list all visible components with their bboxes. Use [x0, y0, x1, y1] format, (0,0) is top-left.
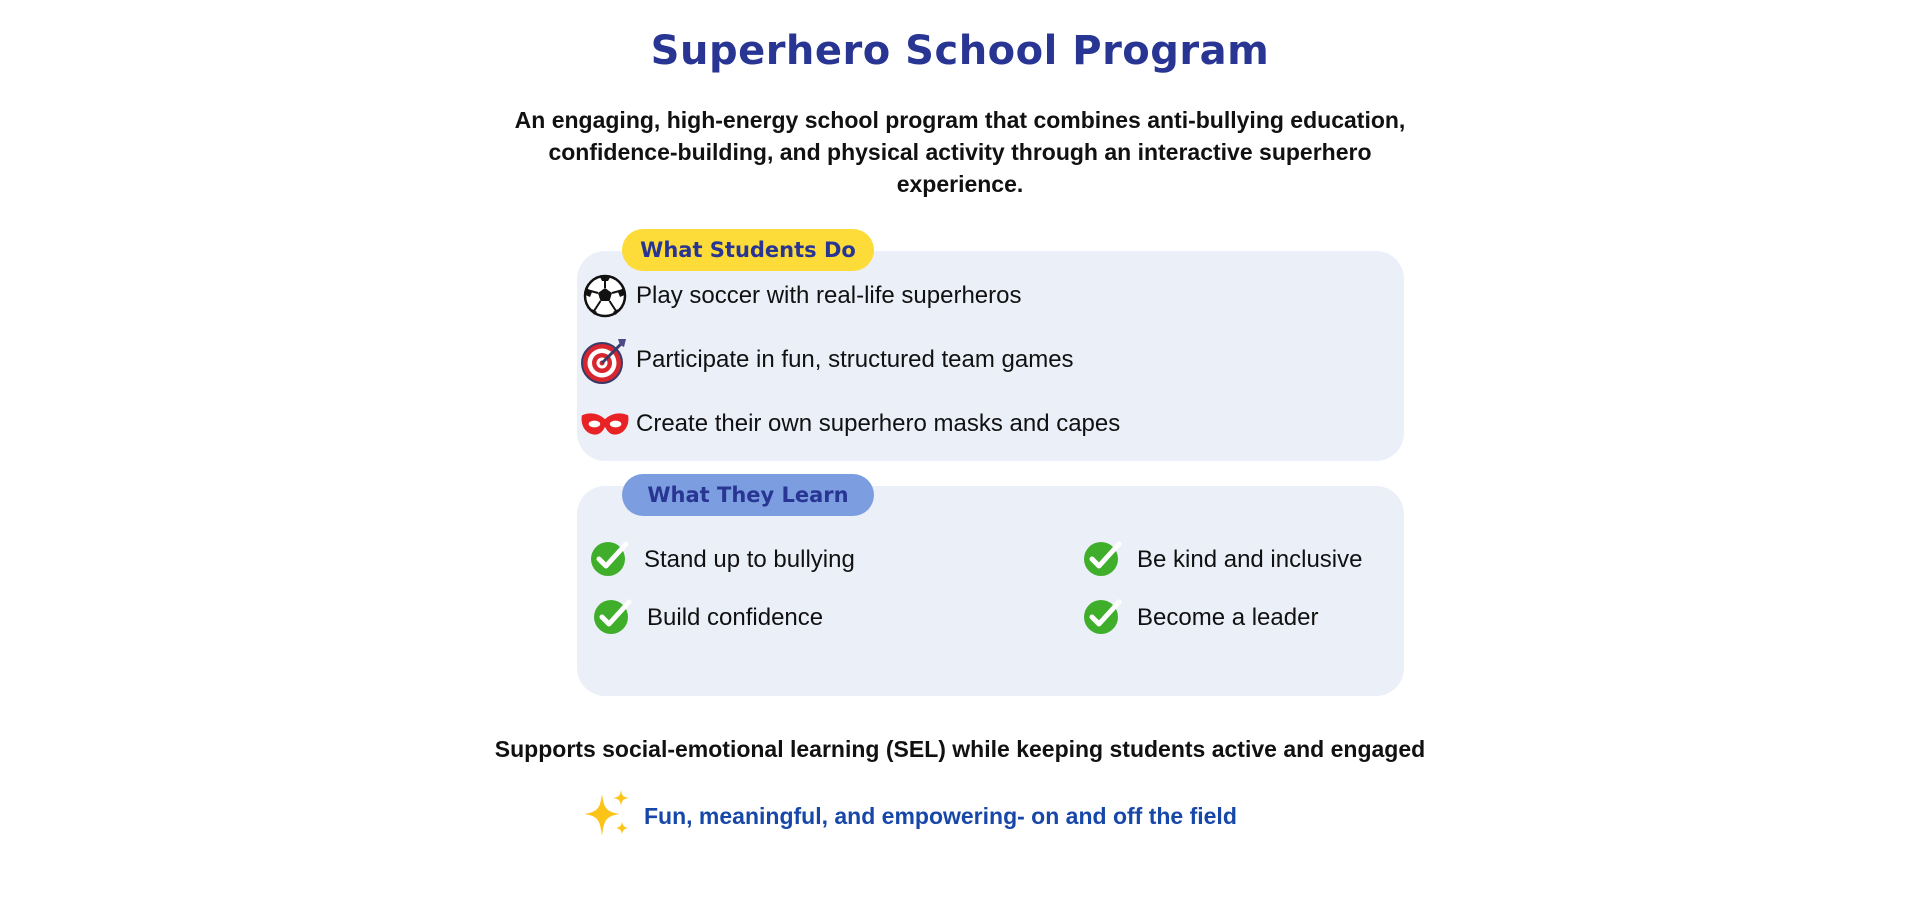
checkmark-icon	[593, 596, 633, 640]
learn-item-text: Become a leader	[1137, 604, 1319, 631]
superhero-mask-icon	[580, 400, 630, 448]
tagline	[580, 790, 1237, 842]
list-item-text: Participate in fun, structured team games	[636, 346, 1074, 373]
learn-item-be-kind	[1083, 540, 1362, 580]
learn-item-text: Be kind and inclusive	[1137, 546, 1363, 573]
list-item	[580, 400, 1120, 448]
checkmark-icon	[1083, 538, 1123, 582]
learn-item-text: Stand up to bullying	[644, 546, 855, 573]
program-description: An engaging, high-energy school program that combines anti-bullying education, confidence-building, and physical activity through an interactive superhero experience.	[514, 107, 1406, 197]
list-item-text: Play soccer with real-life superheros	[636, 282, 1022, 309]
learn-item-stand-up	[590, 540, 855, 580]
target-dart-icon	[580, 336, 630, 384]
what-they-learn-card	[577, 486, 1404, 696]
tagline-text: Fun, meaningful, and empowering- on and off the field	[644, 802, 1237, 829]
list-item	[580, 336, 1074, 384]
list-item-text: Create their own superhero masks and capes	[636, 410, 1121, 437]
checkmark-icon	[590, 538, 630, 582]
sel-support-statement: Supports social-emotional learning (SEL) while keeping students active and engaged	[494, 736, 1426, 762]
learn-item-text: Build confidence	[647, 604, 824, 631]
list-item	[580, 272, 1022, 320]
what-they-learn-heading: What They Learn	[622, 474, 874, 516]
what-students-do-heading: What Students Do	[622, 229, 874, 271]
page-title: Superhero School Program	[650, 28, 1270, 74]
checkmark-icon	[1083, 596, 1123, 640]
sparkles-icon	[580, 788, 632, 844]
learn-item-build-confidence	[593, 598, 823, 638]
soccer-ball-icon	[580, 272, 630, 320]
learn-item-become-leader	[1083, 598, 1318, 638]
